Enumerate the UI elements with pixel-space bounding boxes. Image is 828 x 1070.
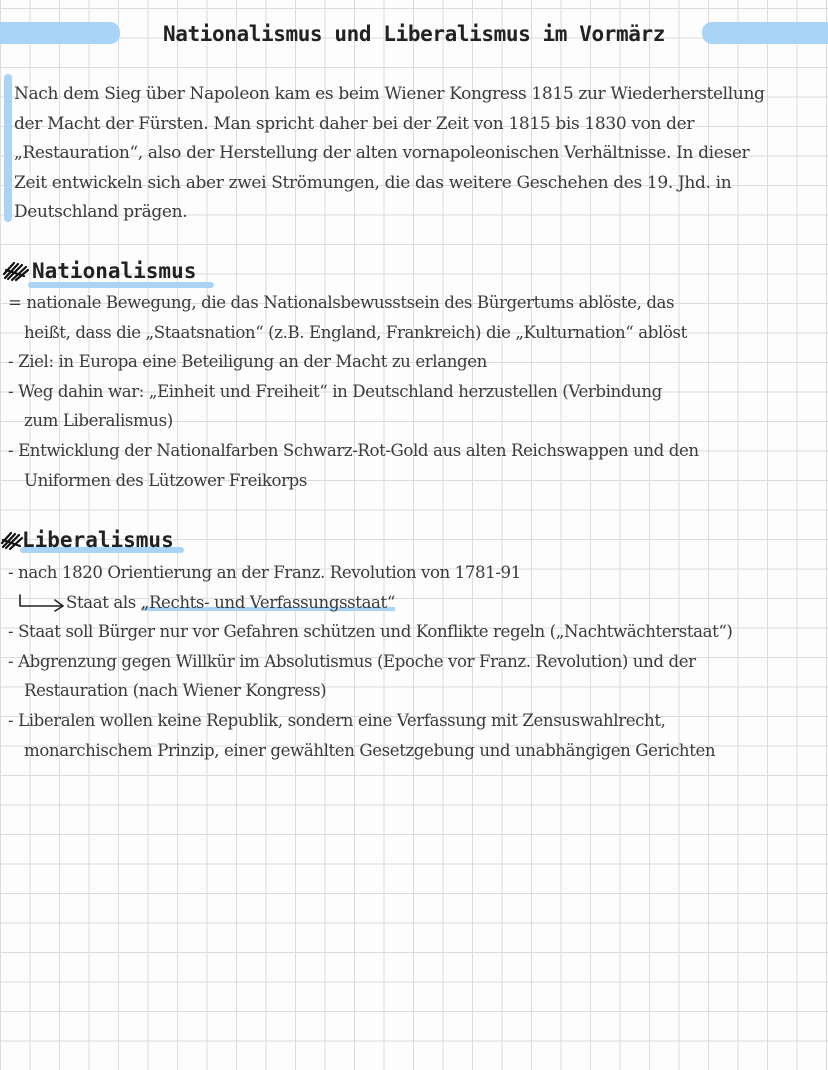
list-item: - Abgrenzung gegen Willkür im Absolutismus (Epoche vor Franz. Revolution) und der [8, 651, 696, 671]
heading-text: Liberalismus [22, 528, 174, 552]
list-item: - Ziel: in Europa eine Beteiligung an der Macht zu erlangen [8, 352, 487, 372]
page-title: Nationalismus und Liberalismus im Vormärz [163, 22, 665, 46]
title-area [0, 16, 828, 52]
title-highlight-left [0, 22, 120, 44]
intro-line: Nach dem Sieg über Napoleon kam es beim Wiener Kongress 1815 zur Wiederherstellung [14, 84, 765, 104]
arrow-prefix: Staat als [66, 592, 141, 612]
list-item: - Liberalen wollen keine Republik, sondern eine Verfassung mit Zensuswahlrecht, [8, 710, 666, 730]
list-item: - Weg dahin war: „Einheit und Freiheit“ in Deutschland herzustellen (Verbindung [8, 381, 662, 401]
list-item: monarchischem Prinzip, einer gewählten Gesetzgebung und unabhängigen Gerichten [24, 740, 716, 760]
list-item: - Staat soll Bürger nur vor Gefahren schützen und Konflikte regeln („Nachtwächterstaat“) [8, 622, 733, 642]
list-item: zum Liberalismus) [24, 411, 173, 431]
scribble-icon [2, 260, 30, 282]
list-item: Restauration (nach Wiener Kongress) [24, 681, 327, 701]
list-item: = nationale Bewegung, die das Nationalsbewusstsein des Bürgertums ablöste, das [8, 293, 675, 312]
nationalismus-list [8, 288, 823, 495]
intro-line: Zeit entwickeln sich aber zwei Strömungen, die das weitere Geschehen des 19. Jhd. in [14, 172, 732, 193]
list-item: Uniformen des Lützower Freikorps [24, 470, 308, 490]
intro-line: der Macht der Fürsten. Man spricht daher bei der Zeit von 1815 bis 1830 von der [14, 113, 695, 134]
heading-nationalismus [2, 256, 222, 286]
liberalismus-list [8, 558, 823, 765]
intro-paragraph [14, 80, 814, 228]
corner-arrow-icon [18, 594, 66, 612]
arrow-item [8, 588, 823, 618]
list-item: - nach 1820 Orientierung an der Franz. Revolution von 1781-91 [8, 563, 521, 582]
heading-text: Nationalismus [32, 259, 197, 283]
highlighted-term: „Rechts- und Verfassungsstaat“ [140, 592, 395, 612]
intro-line: Deutschland prägen. [14, 202, 188, 223]
heading-liberalismus [0, 525, 200, 555]
arrow-text [66, 588, 395, 618]
list-item: heißt, dass die „Staatsnation“ (z.B. England, Frankreich) die „Kulturnation“ ablöst [24, 322, 687, 342]
intro-line: „Restauration“, also der Herstellung der alten vornapoleonischen Verhältnisse. In dieser [14, 143, 750, 164]
intro-highlight-bar [4, 74, 12, 222]
list-item: - Entwicklung der Nationalfarben Schwarz-Rot-Gold aus alten Reichswappen und den [8, 440, 699, 460]
